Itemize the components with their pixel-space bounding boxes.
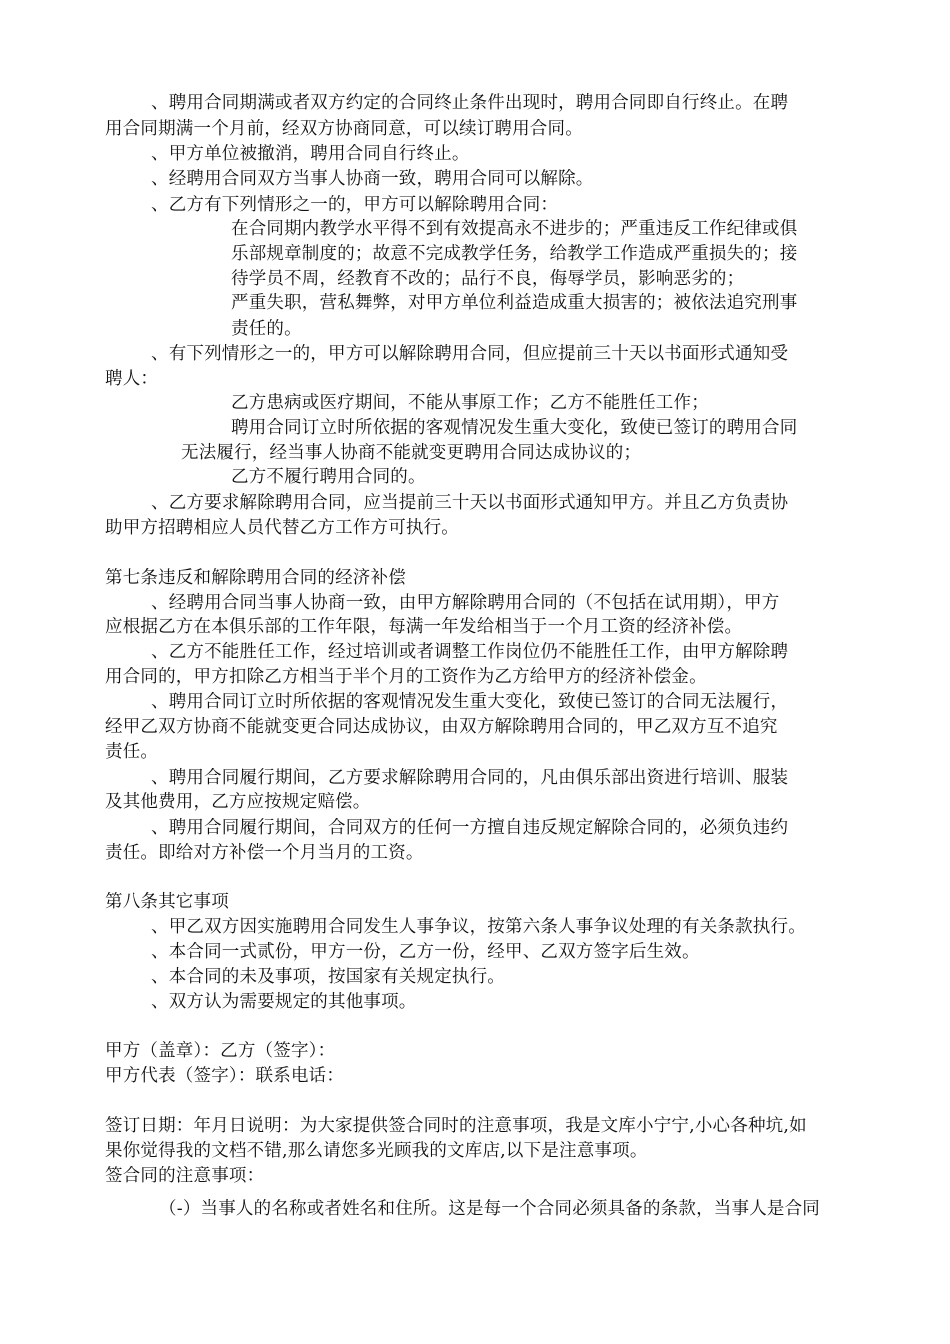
text-line: 签订日期：年月日说明：为大家提供签合同时的注意事项，我是文库小宁宁,小心各种坑,如 <box>105 1116 807 1136</box>
text-line: 、经聘用合同双方当事人协商一致，聘用合同可以解除。 <box>151 169 594 189</box>
text-line: 、甲乙双方因实施聘用合同发生人事争议，按第六条人事争议处理的有关条款执行。 <box>151 917 806 937</box>
text-line: 、聘用合同期满或者双方约定的合同终止条件出现时，聘用合同即自行终止。在聘 <box>151 93 789 113</box>
text-line: 助甲方招聘相应人员代替乙方工作方可执行。 <box>105 518 459 538</box>
text-line: 签合同的注意事项： <box>105 1166 265 1186</box>
text-line: 、乙方要求解除聘用合同，应当提前三十天以书面形式通知甲方。并且乙方负责协 <box>151 493 789 513</box>
section-heading: 第七条违反和解除聘用合同的经济补偿 <box>105 568 406 588</box>
text-line: 、聘用合同履行期间，乙方要求解除聘用合同的，凡由俱乐部出资进行培训、服装 <box>151 768 789 788</box>
text-line: 责任。 <box>105 742 159 762</box>
text-line: 严重失职，营私舞弊，对甲方单位利益造成重大损害的；被依法追究刑事 <box>231 293 798 313</box>
text-line: 乙方患病或医疗期间，不能从事原工作；乙方不能胜任工作； <box>231 393 709 413</box>
text-line: 、甲方单位被撤消，聘用合同自行终止。 <box>151 144 470 164</box>
text-line: 无法履行，经当事人协商不能就变更聘用合同达成协议的； <box>181 443 642 463</box>
text-line: 、聘用合同订立时所依据的客观情况发生重大变化，致使已签订的合同无法履行， <box>151 692 789 712</box>
text-line: 果你觉得我的文档不错,那么请您多光顾我的文库店,以下是注意事项。 <box>105 1141 648 1161</box>
text-line: 聘人： <box>105 369 159 389</box>
text-line: 在合同期内教学水平得不到有效提高永不进步的；严重违反工作纪律或俱 <box>231 219 798 239</box>
text-line: 责任的。 <box>231 319 302 339</box>
text-line: 、本合同的未及事项，按国家有关规定执行。 <box>151 967 505 987</box>
text-line: 及其他费用，乙方应按规定赔偿。 <box>105 792 371 812</box>
text-line: 、乙方有下列情形之一的，甲方可以解除聘用合同： <box>151 195 559 215</box>
text-line: 乐部规章制度的；故意不完成教学任务，给教学工作造成严重损失的；接 <box>231 244 798 264</box>
text-line: 责任。即给对方补偿一个月当月的工资。 <box>105 843 424 863</box>
text-line: 聘用合同订立时所依据的客观情况发生重大变化，致使已签订的聘用合同 <box>231 418 798 438</box>
text-line: 、聘用合同履行期间，合同双方的任何一方擅自违反规定解除合同的，必须负违约 <box>151 818 789 838</box>
text-line: 、本合同一式贰份，甲方一份，乙方一份，经甲、乙双方签字后生效。 <box>151 942 700 962</box>
text-line: 、乙方不能胜任工作，经过培训或者调整工作岗位仍不能胜任工作，由甲方解除聘 <box>151 642 789 662</box>
section-heading: 第八条其它事项 <box>105 892 229 912</box>
text-line: 、经聘用合同当事人协商一致，由甲方解除聘用合同的（不包括在试用期），甲方 <box>151 593 780 613</box>
text-line: 、双方认为需要规定的其他事项。 <box>151 992 417 1012</box>
text-line: （-）当事人的名称或者姓名和住所。这是每一个合同必须具备的条款，当事人是合同 <box>159 1199 821 1219</box>
text-line: 乙方不履行聘用合同的。 <box>231 467 426 487</box>
signature-line: 甲方（盖章）：乙方（签字）： <box>105 1041 336 1061</box>
text-line: 经甲乙双方协商不能就变更合同达成协议，由双方解除聘用合同的，甲乙双方互不追究 <box>105 717 778 737</box>
text-line: 应根据乙方在本俱乐部的工作年限，每满一年发给相当于一个月工资的经济补偿。 <box>105 617 743 637</box>
text-line: 用合同期满一个月前，经双方协商同意，可以续订聘用合同。 <box>105 119 583 139</box>
text-line: 、有下列情形之一的，甲方可以解除聘用合同，但应提前三十天以书面形式通知受 <box>151 344 789 364</box>
signature-line: 甲方代表（签字）：联系电话： <box>105 1066 345 1086</box>
text-line: 用合同的，甲方扣除乙方相当于半个月的工资作为乙方给甲方的经济补偿金。 <box>105 667 707 687</box>
text-line: 待学员不周，经教育不改的；品行不良，侮辱学员，影响恶劣的； <box>231 269 745 289</box>
